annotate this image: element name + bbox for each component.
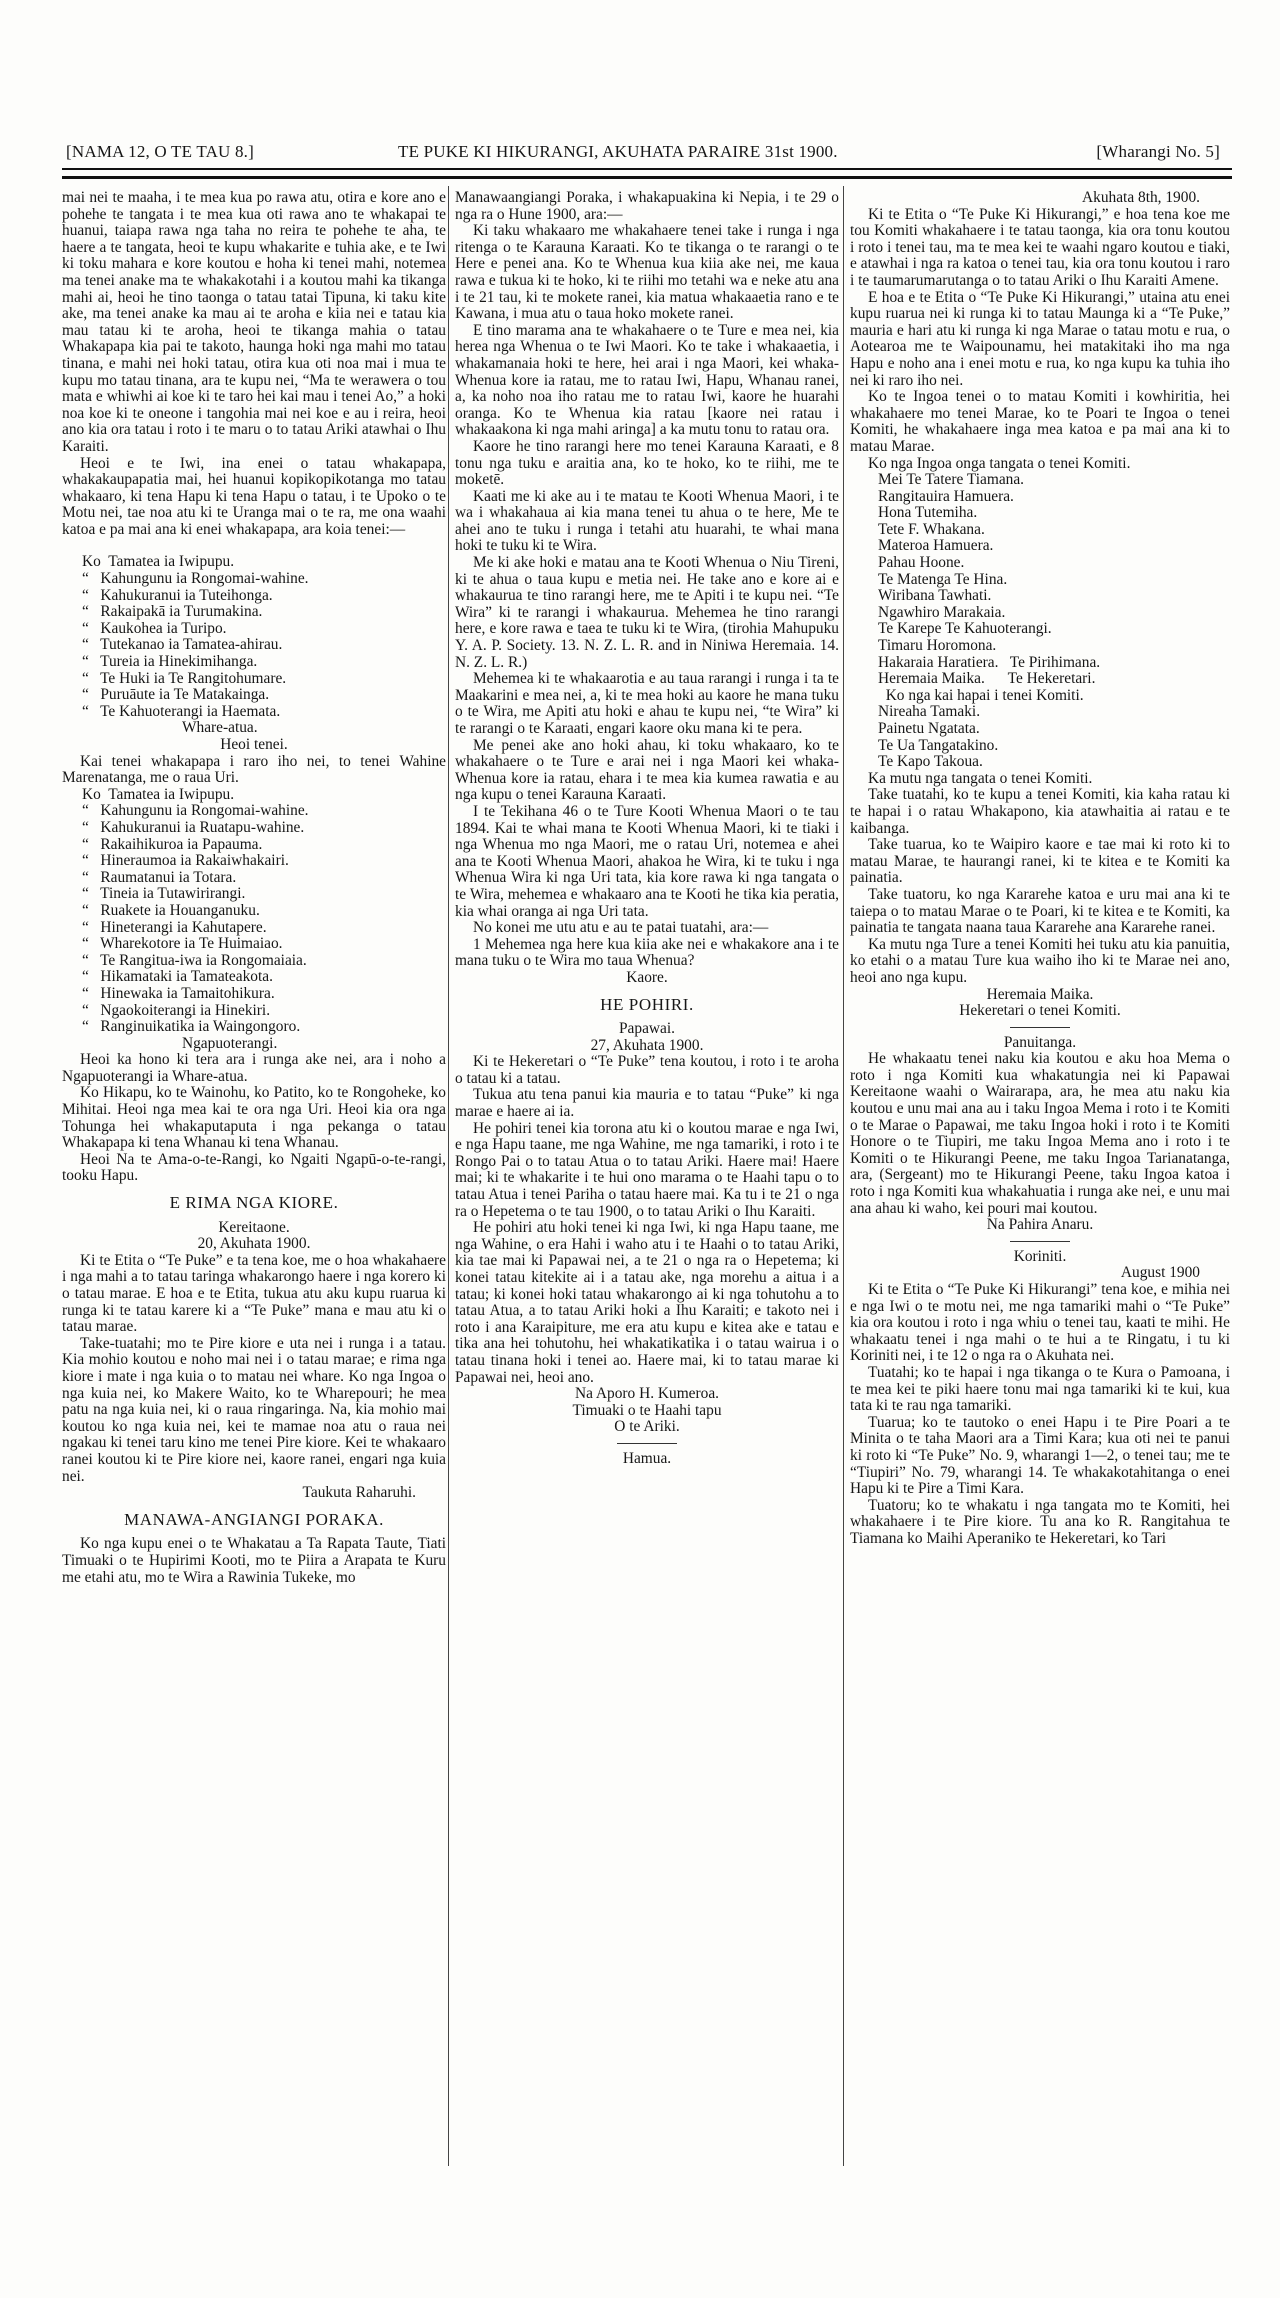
list-item: “ Puruāute ia Te Matakainga. [82, 686, 270, 704]
column-divider [448, 186, 449, 2166]
list-item: “ Tineia ia Tutawirirangi. [82, 885, 246, 903]
list-item: “ Hikamataki ia Tamateakota. [82, 968, 273, 986]
list-item: Timaru Horomona. [878, 637, 997, 655]
list-item: Materoa Hamuera. [878, 537, 994, 555]
text-line: Taukuta Raharuhi. [302, 1484, 416, 1502]
paragraph: Kai tenei whakapapa i raro iho nei, to tenei Wahine Marenatanga, me o raua Uri. [62, 752, 446, 787]
list-item: Hona Tutemiha. [878, 504, 978, 522]
paragraph: He pohiri atu hoki tenei ki nga Iwi, ki nga Hapu taane, me nga Wahine, o era Hahi i waho atu i te Haahi o to tatau Ariki, kia tae mai ki Papawai nei, a te 21 o nga ra o Hepetema; ki konei tatau kitekite ai i a tatau ake, nga morehu a aitua i a tatau; ki konei hoki tatau whakarongo ai ki nga tohutohu a to tatau Atua, a to tatau Ariki hoki a Ihu Karaiti; e takoto nei i roto i ana Karaipiture, me era atu kupu e kitea ake e tatau e tika ana hei tohutohu, hei whakatikatika i o tatau wairua i o tatau tinana hoki i tenei ao. Haere mai, ki to tatau marae ki Papawai nei, heoi ano. [455, 1219, 839, 1386]
paragraph: Me penei ake ano hoki ahau, ki toku whakaaro, ko te whakahaere o te Ture e arai nei i nga Maori kei whaka-Whenua kore ia ratau, ehara i te mea kia kumea rawatia e au nga kupu o tenei Karauna Karaati. [455, 736, 839, 804]
text-line: 20, Akuhata 1900. [197, 1235, 311, 1253]
paragraph: Ki taku whakaaro me whakahaere tenei take i runga i nga ritenga o te Karauna Karaati. Ko te tikanga o te rarangi o te Here e penei ana. Ko te Whenua kua kiia ake nei, me kaua rawa e tukua ki te hoko, ki te riihi mo tetahi wa e neke atu ana i te 21 tau, ki te mokete ranei, kia matua whakaaetia rano e te Kawana, i mua atu o taua hoko mokete ranei. [455, 222, 839, 323]
spacer [62, 538, 446, 554]
list-item: Tete F. Whakana. [878, 520, 985, 538]
list-item: Te Ua Tangatakino. [878, 736, 999, 754]
text-line: Na Pahira Anaru. [986, 1216, 1094, 1234]
masthead-rule-bottom [62, 176, 1232, 179]
list-item: “ Kahungunu ia Rongomai-wahine. [82, 802, 309, 820]
list-item: “ Ruakete ia Houanganuku. [82, 901, 260, 919]
list-item: “ Rakaipakā ia Turumakina. [82, 603, 263, 621]
paragraph: Ki te Etita o “Te Puke” e ta tena koe, me o hoa whakahaere i nga mahi a to tatau taringa whakarongo haere i nga korero ki o tatau marae. E hoa e te Etita, tukua atu aku kupu ruarua ki runga ki te tatau karere ki a “Te Puke” mana e mau atu ki o tatau marae. [62, 1251, 446, 1336]
paragraph: Manawaangiangi Poraka, i whakapuakina ki Nepia, i te 29 o nga ra o Hune 1900, ara:— [455, 189, 839, 223]
text-line: Na Aporo H. Kumeroa. [574, 1385, 720, 1403]
list-item: “ Te Huki ia Te Rangitohumare. [82, 669, 287, 687]
text-line: Hekeretari o tenei Komiti. [959, 1002, 1121, 1020]
text-line: Timuaki o te Haahi tapu [572, 1401, 722, 1419]
paragraph: 1 Mehemea nga here kua kiia ake nei e whakakore ana i te mana tuku o te Wira mo taua Whenua? [455, 935, 839, 970]
list-item: “ Kahukuranui ia Ruatapu-wahine. [82, 818, 305, 836]
text-line: Heremaia Maika. [986, 985, 1094, 1003]
paragraph: He pohiri tenei kia torona atu ki o koutou marae e nga Iwi, e nga Hapu taane, me nga Wahine, me nga tamariki, i roto i te Rongo Pai o to tatau Atua o to tatau Ariki. Haere mai! Haere mai; ki te whakarite i te hui ono marama o te Haahi tapu o to tatau Atua i tenei Pariha o tatau haere mai. Ka tu i te 21 o nga ra o Hepetema o te tau 1900, o to tatau Ariki o Ihu Karaiti. [455, 1119, 839, 1220]
list-item: Te Karepe Te Kahuoterangi. [878, 620, 1052, 638]
list-item: Ko Tamatea ia Iwipupu. [82, 785, 235, 803]
newspaper-title-date: TE PUKE KI HIKURANGI, AKUHATA PARAIRE 31st 1900. [398, 142, 838, 161]
list-item: “ Ngaokoiterangi ia Hinekiri. [82, 1001, 271, 1019]
paragraph: No konei me utu atu e au te patai tuatahi, ara:— [473, 919, 769, 937]
paragraph: Tuarua; ko te tautoko o enei Hapu i te Pire Poari a te Minita o te taha Maori ara a Timi Kara; kua oti nei te panui ki roto ki “Te Puke” No. 9, wharangi 1—2, o tenei tau; me te “Tiupiri” No. 79, wharangi 14. Te whakakotahitanga o enei Hapu ki te Pire a Timi Kara. [850, 1413, 1230, 1498]
column-2 [455, 190, 839, 1468]
text-line: Koriniti. [1013, 1247, 1067, 1265]
text-line: August 1900 [1120, 1264, 1200, 1282]
paragraph: Heoi ka hono ki tera ara i runga ake nei, ara i noho a Ngapuoterangi ia Whare-atua. [62, 1051, 446, 1085]
paragraph: Tuatahi; ko te hapai i nga tikanga o te Kura o Pamoana, i te mea kei te piki haere tonu mai nga tamariki ki te kui, kua tata ki te rau nga tamariki. [850, 1363, 1230, 1415]
paragraph: Me ki ake hoki e matau ana te Kooti Whenua o Niu Tireni, ki te ahua o taua kupu e metia nei. He take ano e kore ai e whakaurua te tino rarangi here, me te Apiti i te kupu nei. “Te Wira” ki te rarangi i whakaurua. Mehemea he tino rarangi here, e kore rawa e taea te tuku ki te Wira, (tirohia Mahupuku Y. A. P. Society. 13. N. Z. L. R. and in Niniwa Heremaia. 14. N. Z. L. R.) [455, 554, 839, 671]
list-item: “ Tutekanao ia Tamatea-ahirau. [82, 636, 283, 654]
masthead [60, 142, 1220, 166]
paragraph: Ki te Hekeretari o “Te Puke” tena koutou, i roto i te aroha o tatau ki a tatau. [455, 1053, 839, 1087]
list-item: “ Hineraumoa ia Rakaiwhakairi. [82, 852, 289, 870]
paragraph: Heoi e te Iwi, ina enei o tatau whakapapa, whakakaupapatia mai, hei huanui kopikopikotanga mo tatau whakaaro, ki tena Hapu ki tena Hapu o tatau, i te Upoko o te Motu nei, tae noa atu ki te Uranga mai o te ra, me ona waahi katoa e pa mai ana ki enei whakapapa, ara koia tenei:— [62, 454, 446, 538]
list-item: Nireaha Tamaki. [878, 703, 981, 721]
list-item: “ Kaukohea ia Turipo. [82, 619, 227, 637]
paragraph: E tino marama ana te whakahaere o te Ture e mea nei, kia herea nga Whenua o te Iwi Maori. Ko te take i whakaaetia, i whakamanaia hoki te here, hei arai i nga Maori, kei whaka-Whenua kore ia ratau, me to ratau Iwi, Hapu, Whanau ranei, a, ka noho noa iho ratau me to ratau Iwi, kaore he huarahi oranga. Ko te Whenua kia ratau [kaore nei ratau i whakaakona ki nga mahi aringa] a ka mutu tonu to ratau ora. [455, 321, 839, 439]
list-item: Heremaia Maika. Te Hekeretari. [878, 670, 1096, 688]
paragraph: Ko Hikapu, ko te Wainohu, ko Patito, ko te Rongoheke, ko Mihitai. Heoi nga mea kai te ora nga Uri. Heoi kia ora nga Tohunga hei whakaputaputa i nga pekanga o tatau Whakapapa ki tena Whanau ki tena Whanau. [62, 1084, 446, 1152]
paragraph: Mehemea ki te whakaarotia e au taua rarangi i runga i ta te Maakarini e mea nei, a, ki te mea hoki au kaore he mana tuku o te Wira, me Apiti atu hoki e ahau te kupu nei, “te Wira” ki te rarangi o te Karaati, engari kaore oku mana ki te pera. [455, 670, 839, 737]
text-line: Akuhata 8th, 1900. [1082, 189, 1200, 206]
list-item: “ Hineterangi ia Kahutapere. [82, 918, 267, 936]
paragraph: Tuatoru; ko te whakatu i nga tangata mo te Komiti, hei whakahaere i te Pire kiore. Tu ana ko R. Rangitahua te Tiamana ko Maihi Aperaniko te Hekeretari, ko Tari [850, 1496, 1230, 1547]
list-item: “ Te Rangitua-iwa ia Rongomaiaia. [82, 951, 307, 969]
issue-number: [NAMA 12, O TE TAU 8.] [66, 142, 254, 161]
list-item: Ko nga kai hapai i tenei Komiti. [878, 686, 1084, 704]
list-item: “ Te Kahuoterangi ia Haemata. [82, 702, 281, 720]
paragraph: Ki te Etita o “Te Puke Ki Hikurangi” tena koe, e mihia nei e nga Iwi o te motu nei, me nga tamariki mahi o “Te Puke” kia ora koutou i roto i nga whiu o tenei tau, kaati te mihi. He whakaatu tenei i nga mahi o te hui a te Ringatu, i tu ki Koriniti nei, i te 12 o nga ra o Akuhata nei. [850, 1281, 1230, 1365]
paragraph: Take-tuatahi; mo te Pire kiore e uta nei i runga i a tatau. Kia mohio koutou e noho mai nei i o tatau marae; e rima nga kiore i mate i nga kuia o to matau nei whare. Ko nga Ingoa o nga kuia nei, ko Makere Waito, ko te Wharepouri; he mea patu na nga kuia nei, ki o raua ringaringa. Na, kia mohio mai koutou ko nga kuia nei, kei te mamae noa atu o raua nei ngakau ki tenei taru kino me tenei Pire kiore. Kei te whakaaro ranei koutou ki te Pire kiore nei, kaore ranei, engari nga kuia nei. [62, 1334, 446, 1485]
paragraph: E hoa e te Etita o “Te Puke Ki Hikurangi,” utaina atu enei kupu ruarua nei ki runga ki to tatau Maunga ki a “Te Puke,” mauria e hari atu ki runga ki nga Marae o tatau motu e rua, o Aotearoa me te Waipounamu, hei matakitaki iho ma nga Hapu e noho ana i enei motu e rua, ko nga kupu ka tuhia iho nei ki raro iho nei. [850, 288, 1230, 389]
list-item: “ Tureia ia Hinekimihanga. [82, 653, 258, 671]
text-line: Heoi tenei. [220, 736, 288, 753]
article-heading: HE POHIRI. [600, 994, 694, 1014]
paragraph: Ka mutu nga tangata o tenei Komiti. [868, 769, 1093, 787]
list-item: Ngawhiro Marakaia. [878, 603, 1006, 621]
list-item: Te Kapo Takoua. [878, 753, 983, 771]
section-divider [1010, 1241, 1070, 1242]
list-item: “ Kahukuranui ia Tuteihonga. [82, 586, 273, 604]
article-heading: E RIMA NGA KIORE. [169, 1193, 339, 1213]
text-line: Kereitaone. [218, 1218, 290, 1236]
paragraph: Take tuatahi, ko te kupu a tenei Komiti, kia kaha ratau ki te hapai i o ratau Whakapono, kia atawhaitia ai ratau e te kaibanga. [850, 786, 1230, 837]
list-item: Hakaraia Haratiera. Te Pirihimana. [878, 653, 1101, 671]
list-item: “ Wharekotore ia Te Huimaiao. [82, 935, 283, 953]
list-item: “ Rakaihikuroa ia Papauma. [82, 835, 263, 853]
column-3 [850, 190, 1230, 1548]
column-1 [62, 190, 446, 1586]
paragraph: Take tuatoru, ko nga Kararehe katoa e uru mai ana ki te taiepa o to matau Marae o te Poari, ki te kitea e te Komiti, ka painatia te tangata naana taua Kararehe ana Kararehe ranei. [850, 885, 1230, 937]
paragraph: I te Tekihana 46 o te Ture Kooti Whenua Maori o te tau 1894. Kai te whai mana te Kooti Whenua Maori, ki te tiaki i nga Whenua mo nga Maori, me o ratau Uri, notemea e ahei ana te Kooti Whenua Maori, ahakoa he Wira, ki te tuku i nga Whenua Wira ki nga Uri tata, kia kore rawa ki nga tangata o te Wira, mehemea e whakaaro ana te Kooti he tika kia peratia, kia whai oranga ai nga Uri tata. [455, 802, 839, 920]
text-line: Papawai. [619, 1020, 675, 1038]
paragraph: He whakaatu tenei naku kia koutou e aku hoa Mema o roto i nga Komiti kua whakatungia nei ki Papawai Kereitaone waahi o Wairarapa, ara, he mea atu naku kia koutou e unu mai ana au i taku Ingoa Mema i roto i te Komiti o te Marae o Papawai, me taku Ingoa hoki i roto i te Komiti Honore o te Tiupiri, me taku Ingoa Mema ano i roto i te Komiti o te Hikurangi Peene, me taku Ingoa Tarianatanga, ara, (Sergeant) mo te Hikurangi Peene, taku Ingoa katoa i roto i nga Komiti kua whakahuatia i runga ake nei, e unu mai ana ahau ki waho, kei pouri mai koutou. [850, 1050, 1230, 1217]
text-line: 27, Akuhata 1900. [590, 1036, 704, 1054]
section-divider [1010, 1027, 1070, 1028]
list-item: Ko Tamatea ia Iwipupu. [82, 553, 235, 571]
paragraph: Ko te Ingoa tenei o to matau Komiti i kowhiritia, hei whakahaere mo tenei Marae, ko te Poari te Ingoa o tenei Komiti, he whakahaere inga mea katoa e pa mai ana ki to matau Marae. [850, 388, 1230, 455]
column-divider [843, 186, 844, 2166]
list-item: Mei Te Tatere Tiamana. [878, 471, 1025, 489]
paragraph: Ka mutu nga Ture a tenei Komiti hei tuku atu kia panuitia, ko etahi o a matau Ture kua waiho iho ki te Marae nei ano, heoi ano nga kupu. [850, 935, 1230, 986]
paragraph: Ko nga Ingoa onga tangata o tenei Komiti. [868, 454, 1131, 472]
text-line: Kaore. [626, 968, 668, 986]
paragraph: Take tuarua, ko te Waipiro kaore e tae mai ki roto ki to matau Marae, te haurangi ranei, ki te kitea e te Komiti ka painatia. [850, 836, 1230, 887]
list-item: “ Raumatanui ia Totara. [82, 868, 237, 886]
text-line: Panuitanga. [1003, 1033, 1077, 1051]
paragraph: Heoi Na te Ama-o-te-Rangi, ko Ngaiti Ngapū-o-te-rangi, tooku Hapu. [62, 1150, 446, 1185]
page-number: [Wharangi No. 5] [1096, 142, 1220, 161]
paragraph: Kaore he tino rarangi here mo tenei Karauna Karaati, e 8 tonu nga tuku e araitia ana, ko te hoko, ko te riihi, me te moketē. [455, 437, 839, 489]
list-item: Whare-atua. [182, 719, 258, 737]
list-item: Ngapuoterangi. [182, 1034, 278, 1052]
list-item: Painetu Ngatata. [878, 720, 980, 737]
list-item: Wiribana Tawhati. [878, 587, 992, 605]
list-item: “ Hinewaka ia Tamaitohikura. [82, 984, 275, 1002]
list-item: “ Kahungunu ia Rongomai-wahine. [82, 570, 309, 588]
list-item: Rangitauira Hamuera. [878, 487, 1014, 505]
section-divider [617, 1443, 677, 1444]
article-heading: MANAWA-ANGIANGI PORAKA. [124, 1509, 384, 1529]
paragraph: Ki te Etita o “Te Puke Ki Hikurangi,” e hoa tena koe me tou Komiti whakahaere i te tatau taonga, kia ora tonu koutou i roto i tenei tau, ma te mea kei te waahi ngaro koutou e tiaki, e atawhai i nga ra katoa o tenei tau, kia ora tonu koutou i raro i te taumarumarutanga o to tatau Ariki o Ihu Karaiti Amene. [850, 205, 1230, 289]
text-line: Hamua. [622, 1449, 672, 1467]
list-item: “ Ranginuikatika ia Waingongoro. [82, 1018, 301, 1036]
list-item: Te Matenga Te Hina. [878, 570, 1008, 588]
paragraph: mai nei te maaha, i te mea kua po rawa atu, otira e kore ano e pohehe te tangata i te mea kua oti rawa ano te whakapai te huanui, taiapa rawa nga taha no reira te pohehe te aha, te haere a te tangata, heoi te kupu whakarite e tuhia ake, e te Iwi ki toku mahara e kore koutou e hoha ki tenei mahi, notemea ma tenei anake ma te whakakotahi i a koutou mahi ka tikanga mahi ai, heoi he tino taonga o tatau tatai Tipuna, ki taku kite ake, ma tenei anake ka mau ai te aroha e kiia nei e tatau kia mau tatau ki te aroha, heoi te tikanga mahia o tatau Whakapapa kia pai te takoto, haunga hoki nga mahi mo tatau tinana, e mahi nei hoki tatau, otira kua oti noa mai i mua te kupu mo tatau tinana, ara te kupu nei, “Ma te werawera o tou mata e whiwhi ai koe ki te taro hei kai mau i tenei Ao,” a hoki noa koe ki te oneone i tangohia mai nei koe e au i reira, heoi ano kia ora tatau i roto i te maru o to tatau Ariki atawhai o Ihu Karaiti. [62, 189, 446, 455]
paragraph: Ko nga kupu enei o te Whakatau a Ta Rapata Taute, Tiati Timuaki o te Hupirimi Kooti, mo te Piira a Arapata te Kuru me etahi atu, mo te Wira a Rawinia Tukeke, mo [62, 1535, 446, 1586]
text-line: O te Ariki. [614, 1418, 680, 1436]
masthead-rule-top [62, 168, 1232, 170]
list-item: Pahau Hoone. [878, 554, 965, 572]
paragraph: Kaati me ki ake au i te matau te Kooti Whenua Maori, i te wa i whakahaua ai kia mana tenei tu ahua o te here, Me te ahei ano te tuku i runga i tetahi atu huarahi, te whai mana hoki te tuku ki te Wira. [455, 487, 839, 555]
paragraph: Tukua atu tena panui kia mauria e to tatau “Puke” ki nga marae e haere ai ia. [455, 1086, 839, 1121]
